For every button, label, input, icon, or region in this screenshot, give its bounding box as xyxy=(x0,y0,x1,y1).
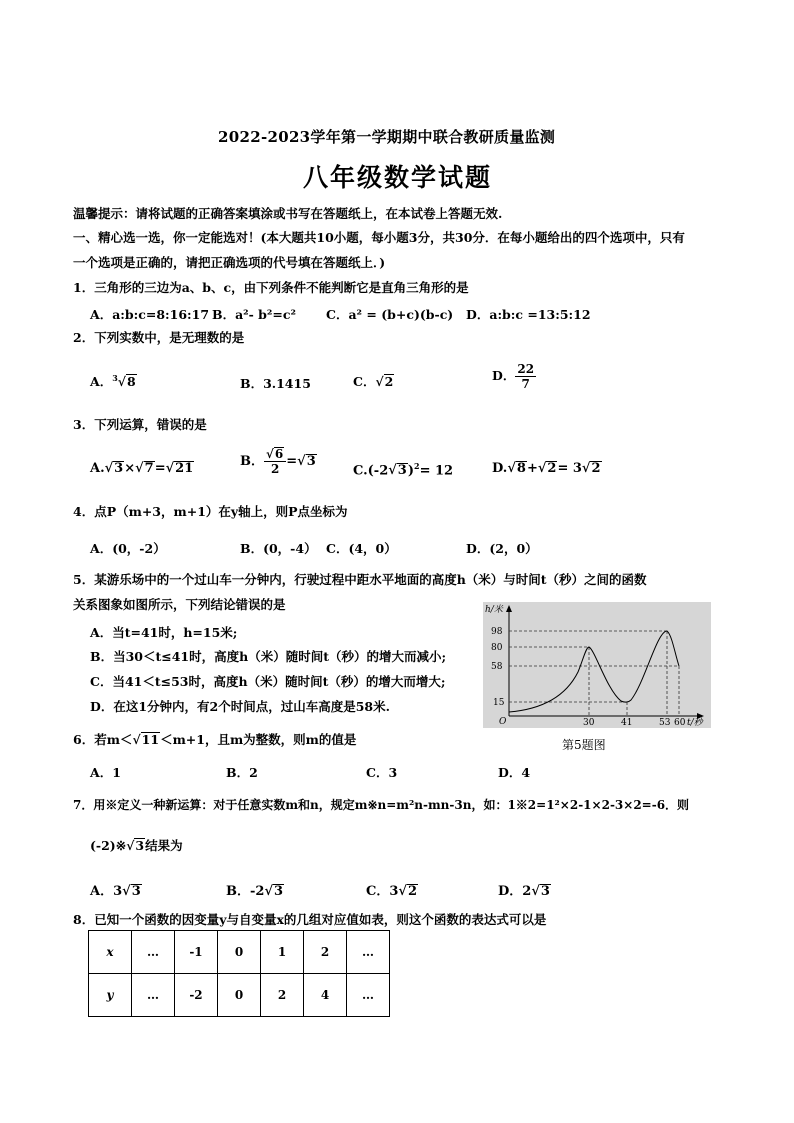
q6-radicand: 11 xyxy=(141,732,160,747)
graph-ylabel: h/米 xyxy=(485,605,503,615)
q1-option-d: D．a:b:c =13:5:12 xyxy=(466,307,591,322)
q4-stem: 4．点P（m+3，m+1）在y轴上，则P点坐标为 xyxy=(73,504,348,519)
radical-sign: √3 xyxy=(122,884,141,899)
q3-option-c-label: C. xyxy=(353,463,368,479)
q3-stem: 3．下列运算，错误的是 xyxy=(73,417,207,432)
q7-a-radicand: 3 xyxy=(131,884,141,899)
q6-option-c: C．3 xyxy=(366,765,398,780)
q1-option-c: C．a² = (b+c)(b-c) xyxy=(326,307,454,322)
q7-option-a xyxy=(90,880,142,899)
section1-intro-line2: 一个选项是正确的，请把正确选项的代号填在答题纸上．) xyxy=(73,255,386,270)
table-cell: 0 xyxy=(218,931,261,974)
radical-sign: √3 xyxy=(388,463,407,479)
q3-option-a xyxy=(90,461,194,476)
exam-title: 八年级数学试题 xyxy=(303,163,493,192)
radical-sign: √8 xyxy=(507,461,526,476)
q4-option-a: A．(0，-2） xyxy=(90,541,166,556)
q7-line2-radicand: 3 xyxy=(135,838,145,853)
q7-option-a-label: A．3 xyxy=(90,884,123,899)
radical-sign: √3 xyxy=(104,461,124,476)
graph-xlabel: t/秒 xyxy=(687,718,703,728)
q7-option-b-label: B．-2 xyxy=(226,884,265,899)
q2-stem: 2．下列实数中，是无理数的是 xyxy=(73,330,245,345)
q3-b-numerator xyxy=(264,447,286,462)
table-cell: … xyxy=(132,974,175,1017)
q3-d-radicand-3: 2 xyxy=(591,461,601,476)
q7-option-c-label: C．3 xyxy=(366,884,399,899)
table-cell: 0 xyxy=(218,974,261,1017)
q3-a-radicand-3: 21 xyxy=(175,461,194,476)
radical-sign: √7 xyxy=(135,461,154,476)
table-cell: -2 xyxy=(175,974,218,1017)
ytick-15: 15 xyxy=(493,698,505,708)
q3-option-b-label: B． xyxy=(240,454,264,469)
q6-option-a: A．1 xyxy=(90,765,121,780)
table-cell: … xyxy=(132,931,175,974)
radical-sign: √8 xyxy=(117,374,136,389)
q4-option-b: B．(0，-4） xyxy=(240,541,317,556)
q5-option-d: D．在这1分钟内，有2个时间点，过山车高度是58米. xyxy=(90,699,390,714)
q6-stem-pre: 6．若m＜ xyxy=(73,732,133,747)
table-cell: x xyxy=(89,931,132,974)
table-cell: 1 xyxy=(261,931,304,974)
graph-origin: O xyxy=(499,717,507,727)
q7-stem-line2 xyxy=(90,838,183,853)
xtick-60: 60 xyxy=(674,718,686,728)
q2-option-d-label: D． xyxy=(492,368,516,383)
q3-c-radicand: 3 xyxy=(397,463,407,479)
q3-c-equals: = 12 xyxy=(419,463,454,479)
q3-c-exponent: 2 xyxy=(414,461,420,471)
q7-stem-line1: 7．用※定义一种新运算：对于任意实数m和n，规定m※n=m²n-mn-3n，如：1※2=1²×2-1×2-3×2=-6．则 xyxy=(73,798,690,812)
q3-c-prefix: (-2 xyxy=(367,463,389,479)
q7-option-b xyxy=(226,880,284,899)
q3-d-equals: = 3 xyxy=(557,461,582,476)
ytick-80: 80 xyxy=(491,643,503,653)
q3-option-b xyxy=(240,447,317,476)
q2-a-radicand: 8 xyxy=(127,374,136,389)
table-cell: 2 xyxy=(304,931,347,974)
radical-sign: √2 xyxy=(375,374,394,389)
radical-sign: √2 xyxy=(537,461,557,476)
q5-option-c: C．当41＜t≤53时，高度h（米）随时间t（秒）的增大而增大; xyxy=(90,674,446,689)
q2-option-a-label: A． xyxy=(90,374,113,389)
q5-stem-line2: 关系图象如图所示，下列结论错误的是 xyxy=(73,597,286,612)
table-cell: … xyxy=(347,974,390,1017)
table-cell: -1 xyxy=(175,931,218,974)
q7-c-radicand: 2 xyxy=(407,884,417,899)
radical-sign: √21 xyxy=(165,461,194,476)
q7-d-radicand: 3 xyxy=(540,884,550,899)
q8-value-table xyxy=(88,930,390,1017)
q4-option-c: C．(4，0） xyxy=(326,541,397,556)
q2-option-a xyxy=(90,372,137,390)
xtick-30: 30 xyxy=(583,718,595,728)
q2-option-c xyxy=(353,372,394,390)
radical-sign: √2 xyxy=(398,884,417,899)
radical-sign: √3 xyxy=(264,884,284,899)
q3-d-radicand-2: 2 xyxy=(547,461,557,476)
q7-option-d-label: D．2 xyxy=(498,884,532,899)
table-cell: … xyxy=(347,931,390,974)
radical-sign: √3 xyxy=(126,838,145,853)
ytick-98: 98 xyxy=(491,627,503,637)
q3-c-suffix: ) xyxy=(407,463,414,479)
table-row-x xyxy=(89,931,390,974)
table-cell: y xyxy=(89,974,132,1017)
q2-c-radicand: 2 xyxy=(384,374,394,389)
q3-option-d-label: D. xyxy=(492,461,508,476)
q7-line2-post: 结果为 xyxy=(145,838,183,853)
q2-a-index: 3 xyxy=(112,372,118,383)
q3-b-radicand: 3 xyxy=(306,454,316,469)
table-row-y xyxy=(89,974,390,1017)
graph-background xyxy=(483,602,711,728)
q3-option-c xyxy=(353,461,453,478)
q3-d-plus: + xyxy=(526,461,538,476)
q6-stem xyxy=(73,732,356,747)
q3-a-radicand-1: 3 xyxy=(114,461,124,476)
table-cell: 2 xyxy=(261,974,304,1017)
radical-sign: √2 xyxy=(581,461,601,476)
fraction xyxy=(264,447,286,476)
q1-option-a: A．a:b:c=8:16:17 xyxy=(90,307,210,322)
exam-subtitle: 2022-2023学年第一学期期中联合教研质量监测 xyxy=(218,128,556,146)
section1-intro-line1: 一、精心选一选，你一定能选对！(本大题共10小题，每小题3分，共30分．在每小题给出的四个选项中，只有 xyxy=(73,230,685,245)
q2-option-b: B．3.1415 xyxy=(240,376,311,391)
q7-option-d xyxy=(498,880,551,899)
q3-option-d xyxy=(492,461,602,476)
q5-option-a: A．当t=41时，h=15米; xyxy=(90,625,238,640)
q5-figure-caption: 第5题图 xyxy=(562,738,606,752)
q7-line2-pre: (-2)※ xyxy=(90,838,127,853)
ytick-58: 58 xyxy=(491,662,503,672)
radical-sign: √6 xyxy=(266,447,284,461)
q3-b-radicand-num: 6 xyxy=(274,447,284,461)
q7-b-radicand: 3 xyxy=(273,884,284,899)
q5-graph xyxy=(483,602,711,728)
q3-d-radicand-1: 8 xyxy=(516,461,526,476)
xtick-41: 41 xyxy=(621,718,633,728)
q3-a-times: × xyxy=(124,461,136,476)
q3-option-a-label: A. xyxy=(90,461,105,476)
fraction xyxy=(515,362,536,391)
q3-b-denominator: 2 xyxy=(270,462,280,476)
xtick-53: 53 xyxy=(659,718,671,728)
radical-sign: √3 xyxy=(531,884,550,899)
q3-a-radicand-2: 7 xyxy=(144,461,154,476)
q3-a-equals: = xyxy=(154,461,166,476)
q3-b-equals: = xyxy=(286,454,298,469)
q5-stem-line1: 5．某游乐场中的一个过山车一分钟内，行驶过程中距水平地面的高度h（米）与时间t（秒）之间的函数 xyxy=(73,572,647,587)
q8-stem: 8．已知一个函数的因变量y与自变量x的几组对应值如表，则这个函数的表达式可以是 xyxy=(73,912,547,927)
q4-option-d: D．(2，0） xyxy=(466,541,538,556)
q1-option-b: B．a²- b²=c² xyxy=(212,307,296,322)
q2-d-denominator: 7 xyxy=(521,377,530,391)
q6-stem-post: ＜m+1，且m为整数，则m的值是 xyxy=(160,732,357,747)
radical-sign: √11 xyxy=(132,732,160,747)
q7-option-c xyxy=(366,880,418,899)
q5-option-b: B．当30＜t≤41时，高度h（米）随时间t（秒）的增大而减小; xyxy=(90,649,447,664)
q6-option-d: D．4 xyxy=(498,765,531,780)
table-cell: 4 xyxy=(304,974,347,1017)
notice: 温馨提示：请将试题的正确答案填涂或书写在答题纸上，在本试卷上答题无效. xyxy=(73,206,503,221)
q1-stem: 1．三角形的三边为a、b、c，由下列条件不能判断它是直角三角形的是 xyxy=(73,280,469,295)
radical-sign: √3 xyxy=(297,454,316,469)
q2-d-numerator: 22 xyxy=(517,362,535,376)
q2-option-d xyxy=(492,362,536,391)
q6-option-b: B．2 xyxy=(226,765,258,780)
q2-option-c-label: C． xyxy=(353,374,376,389)
